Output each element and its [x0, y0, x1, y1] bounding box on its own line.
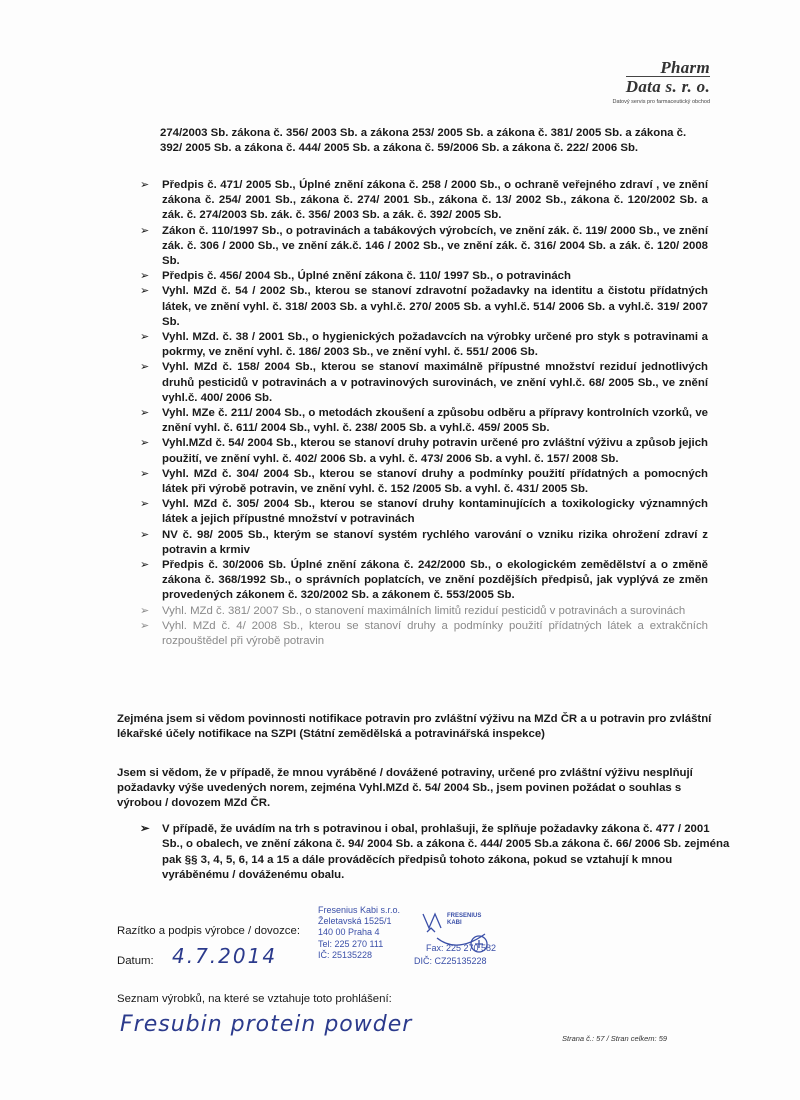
law-item: ➢ Zákon č. 110/1997 Sb., o potravinách a tabákových výrobcích, ve znění zák. č. 119/ 2000 Sb., ve znění zák. č. 306 / 2000 Sb., ve znění zák.č. 146 / 2002 Sb., ve znění zák. č. 316/ 2004 Sb. a zák. č. 120/ 2008 Sb. [140, 224, 708, 268]
law-item: ➢ Vyhl. MZd. č. 38 / 2001 Sb., o hygienických požadavcích na výrobky určené pro styk s potravinami a pokrmy, ve znění vyhl. č. 186/ 2003 Sb., ve znění vyhl. č. 551/ 2006 Sb. [140, 331, 708, 359]
awareness-paragraph: Jsem si vědom, že v případě, že mnou vyráběné / dovážené potraviny, určené pro zvláštní výživu nesplňují požadavky výše uvedených norem, zejména Vyhl.MZd č. 54/ 2004 Sb., jsem povinen požádat o souhlas s výrobou / dovozem MZd ČR. [117, 767, 693, 809]
law-item: ➢ Předpis č. 456/ 2004 Sb., Úplné znění zákona č. 110/ 1997 Sb., o potravinách [138, 269, 708, 284]
arrow-bullet-icon: ➢ [140, 528, 150, 541]
signature-label: Razítko a podpis výrobce / dovozce: [117, 925, 300, 937]
arrow-bullet-icon: ➢ [140, 361, 150, 374]
handwritten-product-name: Fresubin protein powder [120, 1012, 413, 1037]
arrow-bullet-icon: ➢ [140, 619, 150, 632]
stamp-street: Želetavská 1525/1 [318, 916, 392, 926]
law-item: ➢ Vyhl. MZd č. 54 / 2002 Sb., kterou se stanoví zdravotní požadavky na identitu a čistotu přídatných látek, ve znění vyhl. č. 318/ 2003 Sb. a vyhl.č. 270/ 2005 Sb. a vyhl.č. 514/ 2006 Sb. a vyhl.č. 319/ 2007 Sb. [140, 285, 708, 328]
arrow-bullet-icon: ➢ [140, 823, 150, 835]
stamp-ic: IČ: 25135228 [318, 950, 373, 960]
packaging-text: V případě, že uvádím na trh s potravinou i obal, prohlašuji, že splňuje požadavky zákona č. 477 / 2001 Sb., o obalech, ve znění zákona č. 94/ 2004 Sb. a zákona č. 444/ 2005 Sb.a zákona č. 66/ 2006 Sb. zejména pak §§ 3, 4, 5, 6, 14 a 15 a dále prováděcích předpisů tohoto zákona, pokud se vztahují k mnou vyráběnému / dováženému obalu. [162, 823, 730, 882]
logo-tagline: Datový servis pro farmaceutický obchod [612, 99, 710, 105]
continuation-text: 274/2003 Sb. zákona č. 356/ 2003 Sb. a zákona 253/ 2005 Sb. a zákona č. 381/ 2005 Sb. a zákona č. 392/ 2005 Sb. a zákona č. 444/ 2005 Sb. a zákona č. 59/2006 Sb. a zákona č. 222/ 2006 Sb. [160, 127, 687, 154]
logo-name-line2: Data s. r. o. [625, 77, 710, 96]
arrow-bullet-icon: ➢ [140, 179, 150, 191]
product-list-label: Seznam výrobků, na které se vztahuje toto prohlášení: [117, 993, 392, 1005]
arrow-bullet-icon: ➢ [140, 270, 150, 283]
law-item: ➢ Vyhl. MZd č. 304/ 2004 Sb., kterou se stanoví druhy a podmínky použití přídatných a pomocných látek při výrobě potravin, ve znění vyhl. č. 152 /2005 Sb. a vyhl. č. 431/ 2005 Sb. [140, 467, 708, 496]
law-item: ➢ Vyhl. MZd č. 305/ 2004 Sb., kterou se stanoví druhy kontaminujících a toxikologicky významných látek a jejich přípustné množství v potravinách [140, 498, 708, 526]
logo-name-line1: Pharm [660, 58, 710, 77]
law-item: ➢ NV č. 98/ 2005 Sb., kterým se stanoví systém rychlého varování o vzniku rizika ohrožení zdraví z potravin a krmiv [140, 528, 708, 556]
stamp-dic: DIČ: CZ25135228 [414, 956, 487, 966]
arrow-bullet-icon: ➢ [140, 467, 150, 480]
svg-text:FRESENIUS: FRESENIUS [447, 913, 482, 919]
arrow-bullet-icon: ➢ [140, 498, 150, 511]
law-list [138, 178, 708, 649]
law-item: ➢ Vyhl. MZd č. 158/ 2004 Sb., kterou se stanoví maximálně přípustné množství reziduí jednotlivých druhů pesticidů v potravinách a v potravinových surovinách, ve znění vyhl.č. 68/ 2005 Sb., ve znění vyhl.č. 400/ 2006 Sb. [140, 361, 708, 404]
page-number: Strana č.: 57 / Stran celkem: 59 [562, 1034, 668, 1043]
arrow-bullet-icon: ➢ [140, 437, 150, 450]
law-item: ➢ Vyhl. MZe č. 211/ 2004 Sb., o metodách zkoušení a způsobu odběru a přípravy kontrolních vzorků, ve znění vyhl. č. 611/ 2004 Sb., vyhl. č. 238/ 2005 Sb. a vyhl.č. 459/ 2005 Sb. [140, 407, 708, 435]
packaging-declaration [138, 822, 732, 884]
arrow-bullet-icon: ➢ [140, 285, 150, 298]
arrow-bullet-icon: ➢ [140, 331, 150, 344]
arrow-bullet-icon: ➢ [140, 559, 150, 572]
notification-paragraph: Zejména jsem si vědom povinnosti notifikace potravin pro zvláštní výživu na MZd ČR a u potravin pro zvláštní lékařské účely notifikace na SZPI (Státní zemědělská a potravinářská inspekce) [117, 713, 712, 740]
stamp-city: 140 00 Praha 4 [318, 927, 380, 937]
law-item: ➢ Předpis č. 471/ 2005 Sb., Úplné znění zákona č. 258 / 2000 Sb., o ochraně veřejného zdraví , ve znění zákona č. 254/ 2001 Sb., zákona č. 274/ 2001 Sb., zákona č. 13/ 2002 Sb., zákona č. 120/2002 Sb. a zák. č. 274/2003 Sb. zák. č. 356/ 2003 Sb. a zák. č. 392/ 2005 Sb. [140, 179, 708, 222]
arrow-bullet-icon: ➢ [140, 224, 150, 237]
arrow-bullet-icon: ➢ [140, 604, 150, 617]
law-item: ➢ Předpis č. 30/2006 Sb. Úplné znění zákona č. 242/2000 Sb., o ekologickém zemědělství a o změně zákona č. 368/1992 Sb., o správních poplatcích, ve znění pozdějších předpisů, jak vyplývá ze změn provedených zákonem č. 320/2002 Sb. a zákonem č. 553/2005 Sb. [140, 559, 708, 602]
arrow-bullet-icon: ➢ [140, 407, 150, 420]
stamp-tel: Tel: 225 270 111 [318, 939, 384, 949]
fresenius-kabi-logo-icon [417, 908, 507, 963]
date-label: Datum: [117, 955, 154, 967]
handwritten-date: 4.7.2014 [172, 944, 278, 968]
law-item: ➢ Vyhl. MZd č. 381/ 2007 Sb., o stanovení maximálních limitů reziduí pesticidů v potravinách a surovinách [138, 604, 708, 619]
svg-text:KABI: KABI [447, 920, 462, 926]
stamp-company: Fresenius Kabi s.r.o. [318, 905, 401, 915]
pharmdata-logo [600, 58, 710, 105]
stamp-fax: Fax: 225 270 582 [426, 943, 497, 953]
law-item: ➢ Vyhl.MZd č. 54/ 2004 Sb., kterou se stanoví druhy potravin určené pro zvláštní výživu a způsob jejich použití, ve znění vyhl. č. 402/ 2006 Sb. a vyhl. č. 473/ 2006 Sb. a vyhl. č. 157/ 2008 Sb. [140, 437, 708, 465]
law-item: ➢ Vyhl. MZd č. 4/ 2008 Sb., kterou se stanoví druhy a podmínky použití přídatných látek a extrakčních rozpouštědel při výrobě potravin [140, 619, 708, 648]
